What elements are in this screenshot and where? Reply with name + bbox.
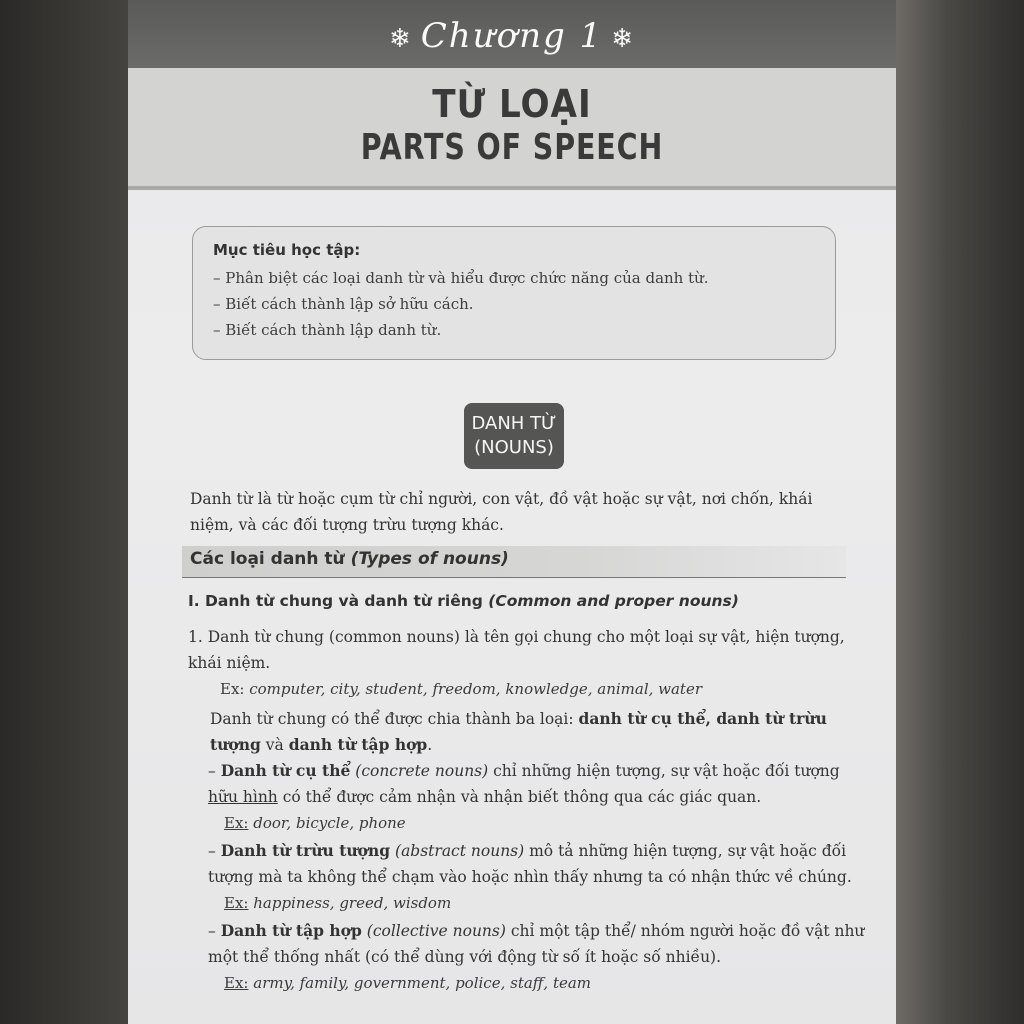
- title-english: PARTS OF SPEECH: [360, 127, 664, 168]
- note-bold: danh từ cụ thể, danh từ trừu tượng: [210, 709, 827, 754]
- chapter-title: [381, 16, 643, 56]
- bullet-underlined: hữu hình: [208, 788, 278, 806]
- example-text: computer, city, student, freedom, knowledge, animal, water: [249, 680, 703, 698]
- section-title-box: [464, 403, 564, 469]
- note-text: và: [260, 736, 289, 754]
- bullet-collective: [208, 918, 868, 970]
- bullet-term: Danh từ tập hợp: [220, 921, 362, 940]
- sub-heading-italic: (Common and proper nouns): [488, 592, 739, 610]
- bullet-dash: –: [208, 842, 216, 860]
- example-label: Ex:: [224, 974, 249, 992]
- title-vietnamese: TỪ LOẠI: [432, 82, 592, 126]
- example-text: army, family, government, police, staff, team: [253, 974, 592, 992]
- snowflake-icon: ❄: [611, 24, 635, 54]
- note-text: .: [427, 736, 433, 754]
- photo-background-left: [0, 0, 128, 1024]
- note-bold: danh từ tập hợp: [288, 735, 428, 754]
- objective-item: – Biết cách thành lập sở hữu cách.: [213, 295, 474, 313]
- item-number: 1.: [188, 628, 203, 646]
- objective-item: – Biết cách thành lập danh từ.: [213, 321, 442, 339]
- item-1: [188, 624, 868, 676]
- bullet-desc: có thể được cảm nhận và nhận biết thông qua các giác quan.: [277, 788, 762, 806]
- section-title-line1: DANH TỪ: [471, 413, 557, 434]
- chapter-label: Chương 1: [420, 16, 604, 56]
- bullet-desc: chỉ những hiện tượng, sự vật hoặc đối tượng: [488, 762, 840, 780]
- sub-heading: [188, 592, 739, 610]
- bullet-term-en: (abstract nouns): [395, 842, 525, 860]
- bullet-abstract: [208, 838, 868, 890]
- example-text: door, bicycle, phone: [253, 814, 406, 832]
- bullet-dash: –: [208, 762, 216, 780]
- example-text: happiness, greed, wisdom: [253, 894, 452, 912]
- bullet-term-en: (concrete nouns): [355, 762, 489, 780]
- book-page: [128, 0, 896, 1024]
- types-heading-text: Các loại danh từ: [190, 549, 351, 569]
- sub-heading-text: I. Danh từ chung và danh từ riêng: [188, 592, 489, 610]
- bullet-term-en: (collective nouns): [366, 922, 506, 940]
- bullet-desc: mô tả những hiện tượng, sự vật hoặc đối tượng mà ta không thể chạm vào hoặc nhìn thấy nhưng ta có nhận thức về chúng.: [208, 842, 852, 886]
- types-heading: [182, 546, 846, 578]
- objectives-heading: Mục tiêu học tập:: [213, 241, 361, 259]
- example-label: Ex:: [224, 894, 249, 912]
- example-label: Ex:: [220, 680, 245, 698]
- example-line: [224, 974, 591, 992]
- example-label: Ex:: [224, 814, 249, 832]
- intro-paragraph: Danh từ là từ hoặc cụm từ chỉ người, con vật, đồ vật hoặc sự vật, nơi chốn, khái niệm, và các đối tượng trừu tượng khác.: [190, 490, 813, 534]
- bullet-dash: –: [208, 922, 216, 940]
- example-line: [224, 814, 406, 832]
- photo-background-right: [896, 0, 1024, 1024]
- classification-note: [210, 706, 860, 758]
- note-text: Danh từ chung có thể được chia thành ba loại:: [210, 710, 579, 728]
- title-banner: [128, 68, 896, 190]
- snowflake-icon: ❄: [389, 24, 413, 54]
- bullet-desc: chỉ một tập thể/ nhóm người hoặc đồ vật như một thể thống nhất (có thể dùng với động từ số ít hoặc số nhiều).: [208, 922, 865, 966]
- objective-item: – Phân biệt các loại danh từ và hiểu được chức năng của danh từ.: [213, 269, 709, 287]
- bullet-term: Danh từ trừu tượng: [220, 841, 391, 860]
- bullet-term: Danh từ cụ thể: [220, 761, 351, 780]
- types-heading-italic: (Types of nouns): [350, 549, 509, 569]
- section-title-line2: (NOUNS): [474, 437, 554, 458]
- item-text: Danh từ chung (common nouns) là tên gọi chung cho một loại sự vật, hiện tượng, khái niệm.: [188, 628, 845, 672]
- chapter-banner: [128, 0, 896, 68]
- example-line: [224, 894, 451, 912]
- learning-objectives-box: [192, 226, 836, 360]
- example-line: [220, 680, 702, 698]
- bullet-concrete: [208, 758, 868, 810]
